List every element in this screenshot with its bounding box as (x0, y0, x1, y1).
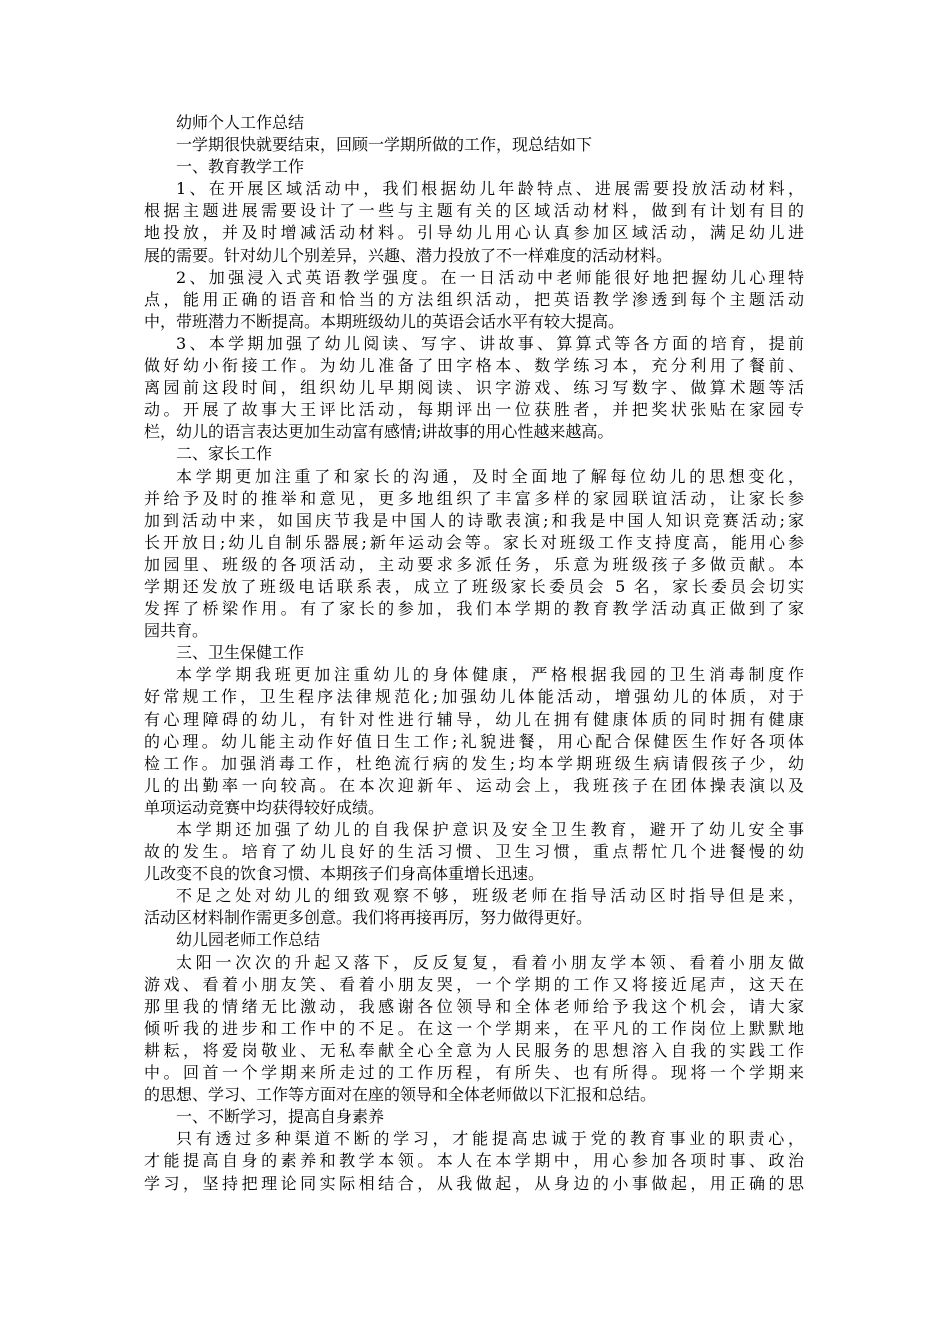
text-line: 太阳一次次的升起又落下，反反复复，看着小朋友学本领、看着小朋友做 (176, 952, 804, 972)
text-line: 2、加强浸入式英语教学强度。在一日活动中老师能很好地把握幼儿心理特 (176, 267, 804, 287)
text-line: 单项运动竞赛中均获得较好成绩。 (144, 797, 385, 817)
text-line: 长开放日;幼儿自制乐器展;新年运动会等。家长对班级工作支持度高，能用心参 (144, 532, 804, 552)
text-line: 只有透过多种渠道不断的学习，才能提高忠诚于党的教育事业的职责心， (176, 1129, 804, 1149)
text-line: 幼师个人工作总结 (176, 113, 305, 132)
text-line: 活动区材料制作需更多创意。我们将再接再厉，努力做得更好。 (144, 908, 593, 928)
text-line: 本学期还加强了幼儿的自我保护意识及安全卫生教育，避开了幼儿安全事 (176, 820, 804, 839)
text-line: 1、在开展区域活动中，我们根据幼儿年龄特点、进展需要投放活动材料， (176, 179, 804, 199)
text-line: 的心理。幼儿能主动作好值日生工作;礼貌进餐，用心配合保健医生作好各项体 (144, 731, 804, 751)
text-line: 展的需要。针对幼儿个别差异，兴趣、潜力投放了不一样难度的活动材料。 (144, 245, 673, 265)
text-line: 有心理障碍的幼儿，有针对性进行辅导，幼儿在拥有健康体质的同时拥有健康 (144, 709, 804, 729)
text-line: 才能提高自身的素养和教学本领。本人在本学期中，用心参加各项时事、政治 (144, 1151, 804, 1171)
text-line: 中。回首一个学期来所走过的工作历程，有所失、也有所得。现将一个学期来 (144, 1063, 804, 1083)
text-line: 一学期很快就要结束，回顾一学期所做的工作，现总结如下 (176, 135, 593, 155)
text-line: 发挥了桥梁作用。有了家长的参加，我们本学期的教育教学活动真正做到了家 (144, 599, 804, 619)
text-line: 故的发生。培育了幼儿良好的生活习惯、卫生习惯，重点帮忙几个进餐慢的幼 (144, 842, 804, 862)
text-line: 3、本学期加强了幼儿阅读、写字、讲故事、算算式等各方面的培育，提前 (176, 333, 804, 353)
text-line: 不足之处对幼儿的细致观察不够，班级老师在指导活动区时指导但是来， (176, 886, 804, 906)
text-line: 园共育。 (144, 621, 209, 641)
text-line: 的思想、学习、工作等方面对在座的领导和全体老师做以下汇报和总结。 (144, 1085, 657, 1105)
text-line: 幼儿园老师工作总结 (176, 930, 321, 950)
text-line: 儿的出勤率一向较高。在本次迎新年、运动会上，我班孩子在团体操表演以及 (144, 775, 804, 795)
text-line: 本学期更加注重了和家长的沟通，及时全面地了解每位幼儿的思想变化， (176, 466, 804, 486)
text-line: 动。开展了故事大王评比活动，每期评出一位获胜者，并把奖状张贴在家园专 (144, 400, 804, 420)
text-line: 做好幼小衔接工作。为幼儿准备了田字格本、数学练习本，充分利用了餐前、 (144, 356, 804, 376)
text-line: 学期还发放了班级电话联系表，成立了班级家长委员会 5 名，家长委员会切实 (144, 576, 804, 596)
text-line: 学习，坚持把理论同实际相结合，从我做起，从身边的小事做起，用正确的思 (144, 1173, 804, 1193)
text-line: 那里我的情绪无比激动，我感谢各位领导和全体老师给予我这个机会，请大家 (144, 996, 804, 1016)
text-line: 本学学期我班更加注重幼儿的身体健康，严格根据我园的卫生消毒制度作 (176, 665, 804, 685)
text-line: 一、教育教学工作 (176, 157, 305, 177)
text-line: 离园前这段时间，组织幼儿早期阅读、识字游戏、练习写数字、做算术题等活 (144, 378, 804, 398)
text-line: 点，能用正确的语音和恰当的方法组织活动，把英语教学渗透到每个主题活动 (144, 289, 804, 309)
text-line: 好常规工作，卫生程序法律规范化;加强幼儿体能活动，增强幼儿的体质，对于 (144, 687, 804, 707)
text-line: 中，带班潜力不断提高。本期班级幼儿的英语会话水平有较大提高。 (144, 311, 625, 331)
text-line: 根据主题进展需要设计了一些与主题有关的区域活动材料，做到有计划有目的 (144, 201, 804, 221)
text-line: 一、不断学习，提高自身素养 (176, 1107, 385, 1127)
text-line: 倾听我的进步和工作中的不足。在这一个学期来，在平凡的工作岗位上默默地 (144, 1018, 804, 1038)
text-line: 并给予及时的推举和意见，更多地组织了丰富多样的家园联谊活动，让家长参 (144, 488, 804, 508)
text-line: 游戏、看着小朋友笑、看着小朋友哭，一个学期的工作又将接近尾声，这天在 (144, 974, 804, 994)
text-line: 二、家长工作 (176, 444, 273, 464)
text-line: 加到活动中来，如国庆节我是中国人的诗歌表演;和我是中国人知识竞赛活动;家 (144, 510, 804, 530)
text-line: 加园里、班级的各项活动，主动要求多派任务，乐意为班级孩子多做贡献。本 (144, 554, 804, 574)
text-line: 检工作。加强消毒工作，杜绝流行病的发生;均本学期班级生病请假孩子少，幼 (144, 753, 804, 773)
document-page (144, 112, 804, 1195)
text-line: 地投放，并及时增减活动材料。引导幼儿用心认真参加区域活动，满足幼儿进 (144, 223, 804, 243)
text-line: 三、卫生保健工作 (176, 643, 305, 663)
text-line: 耕耘，将爱岗敬业、无私奉献全心全意为人民服务的思想溶入自我的实践工作 (144, 1040, 804, 1060)
text-line: 儿改变不良的饮食习惯、本期孩子们身高体重增长迅速。 (144, 864, 545, 884)
text-line: 栏，幼儿的语言表达更加生动富有感情;讲故事的用心性越来越高。 (144, 422, 614, 442)
